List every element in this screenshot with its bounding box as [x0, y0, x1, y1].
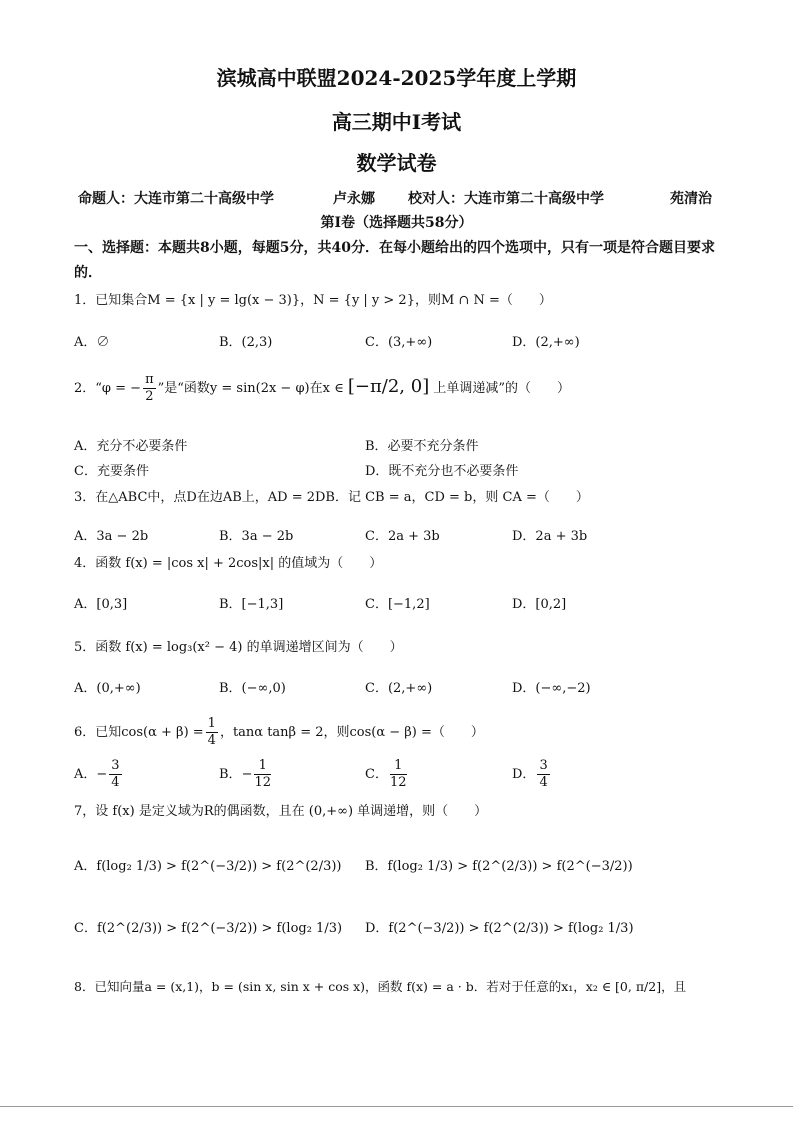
- question-3-stem: 3．在△ABC中，点D在边AB上，AD = 2DB．记 CB = a，CD = b，则 CA =（ ）: [74, 490, 589, 505]
- question-4-stem: 4．函数 f(x) = |cos x| + 2cos|x| 的值域为（ ）: [74, 556, 383, 571]
- q6-b-label: B．: [219, 767, 242, 782]
- q6-d-numerator: 3: [539, 758, 548, 773]
- question-5-stem: 5．函数 f(x) = log₃(x² − 4) 的单调递增区间为（ ）: [74, 640, 403, 655]
- q2-option-d: D．既不充分也不必要条件: [365, 464, 519, 479]
- exam-title: 滨城高中联盟2024-2025学年度上学期: [216, 66, 577, 90]
- q2-stem-part-a: 2．“φ = −: [74, 381, 142, 396]
- question-1-stem: 1．已知集合M = {x | y = lg(x − 3)}，N = {y | y > 2}，则M ∩ N =（ ）: [74, 293, 552, 308]
- q3-option-d: D．2a + 3b: [512, 529, 588, 544]
- question-8-stem: 8．已知向量a = (x,1)，b = (sin x, sin x + cos x)，函数 f(x) = a · b．若对于任意的x₁，x₂ ∈ [0, π/2]，且: [74, 979, 687, 994]
- q2-option-c: C．充要条件: [74, 464, 149, 479]
- q5-option-b: B．(−∞,0): [219, 681, 286, 696]
- q6-fraction: [206, 716, 218, 749]
- q6-c-label: C．: [365, 767, 388, 782]
- q6-a-denominator: 4: [111, 775, 120, 790]
- q5-option-d: D．(−∞,−2): [512, 681, 591, 696]
- question-2-stem: [74, 372, 734, 405]
- question-6-stem: [74, 716, 734, 749]
- q2-stem-part-b: ”是“函数y = sin(2x − φ)在x ∈: [157, 381, 344, 396]
- q6-a-fraction: [109, 758, 121, 791]
- q6-d-fraction: [537, 758, 549, 791]
- exam-subtitle: 高三期中Ⅰ考试: [331, 110, 462, 134]
- question-7-stem: 7，设 f(x) 是定义域为R的偶函数，且在 (0,+∞) 单调递增，则（ ）: [74, 804, 488, 819]
- q6-b-numerator: 1: [254, 758, 271, 775]
- q4-option-b: B．[−1,3]: [219, 597, 284, 612]
- q1-option-b: B．(2,3): [219, 335, 273, 350]
- q2-fraction: [143, 372, 156, 405]
- q7-option-c: C．f(2^(2/3)) > f(2^(−3/2)) > f(log₂ 1/3): [74, 921, 343, 936]
- q6-option-d: [512, 758, 552, 791]
- q6-b-sign: −: [241, 767, 253, 782]
- q4-option-d: D．[0,2]: [512, 597, 567, 612]
- checker-label: 校对人：大连市第二十高级中学: [408, 191, 604, 207]
- q5-option-c: C．(2,+∞): [365, 681, 433, 696]
- q5-option-a: A．(0,+∞): [74, 681, 141, 696]
- q6-d-denominator: 4: [539, 775, 548, 790]
- q7-option-d: D．f(2^(−3/2)) > f(2^(2/3)) > f(log₂ 1/3): [365, 921, 634, 936]
- q6-b-denominator: 12: [254, 775, 272, 790]
- q4-option-c: C．[−1,2]: [365, 597, 430, 612]
- q6-option-b: [219, 758, 273, 791]
- q6-stem-part-b: ，tanα tanβ = 2，则cos(α − β) =（ ）: [219, 725, 484, 740]
- q3-option-b: B．3a − 2b: [219, 529, 294, 544]
- q6-c-denominator: 12: [389, 775, 407, 790]
- section-heading: 一、选择题：本题共8小题，每题5分，共40分．在每小题给出的四个选项中，只有一项是符合题目要求的．: [74, 240, 715, 281]
- q6-a-numerator: 3: [111, 758, 120, 773]
- q4-option-a: A．[0,3]: [74, 597, 128, 612]
- q2-frac-denominator: 2: [145, 389, 154, 404]
- q1-option-d: D．(2,+∞): [512, 335, 580, 350]
- q6-a-label: A．: [74, 767, 97, 782]
- subject-title: 数学试卷: [356, 151, 437, 175]
- q3-option-c: C．2a + 3b: [365, 529, 440, 544]
- q2-interval: [−π/2, 0]: [347, 376, 430, 397]
- q1-option-a: A．∅: [74, 335, 110, 350]
- q6-d-label: D．: [512, 767, 536, 782]
- page-bottom-rule: [0, 1106, 793, 1107]
- q6-c-numerator: 1: [390, 758, 407, 775]
- checker-name: 苑清治: [670, 191, 712, 207]
- q6-b-fraction: [254, 758, 271, 791]
- setter-name: 卢永娜: [333, 191, 375, 207]
- q2-stem-part-d: 上单调递减”的（ ）: [433, 381, 571, 396]
- q2-frac-numerator: π: [145, 372, 154, 387]
- q1-option-c: C．(3,+∞): [365, 335, 433, 350]
- setter-label: 命题人：大连市第二十高级中学: [78, 191, 274, 207]
- q2-option-a: A．充分不必要条件: [74, 439, 188, 454]
- q6-frac-numerator: 1: [207, 716, 216, 731]
- q6-option-a: [74, 758, 124, 791]
- q6-stem-part-a: 6．已知cos(α + β) =: [74, 725, 204, 740]
- q6-frac-denominator: 4: [207, 733, 216, 748]
- q6-c-fraction: [390, 758, 407, 791]
- q6-option-c: [365, 758, 409, 791]
- q7-option-a: A．f(log₂ 1/3) > f(2^(−3/2)) > f(2^(2/3)): [74, 859, 342, 874]
- q6-a-sign: −: [96, 767, 108, 782]
- q2-option-b: B．必要不充分条件: [365, 439, 479, 454]
- q7-option-b: B．f(log₂ 1/3) > f(2^(2/3)) > f(2^(−3/2)): [365, 859, 633, 874]
- q3-option-a: A．3a − 2b: [74, 529, 149, 544]
- part-heading: 第Ⅰ卷（选择题共58分）: [320, 215, 473, 231]
